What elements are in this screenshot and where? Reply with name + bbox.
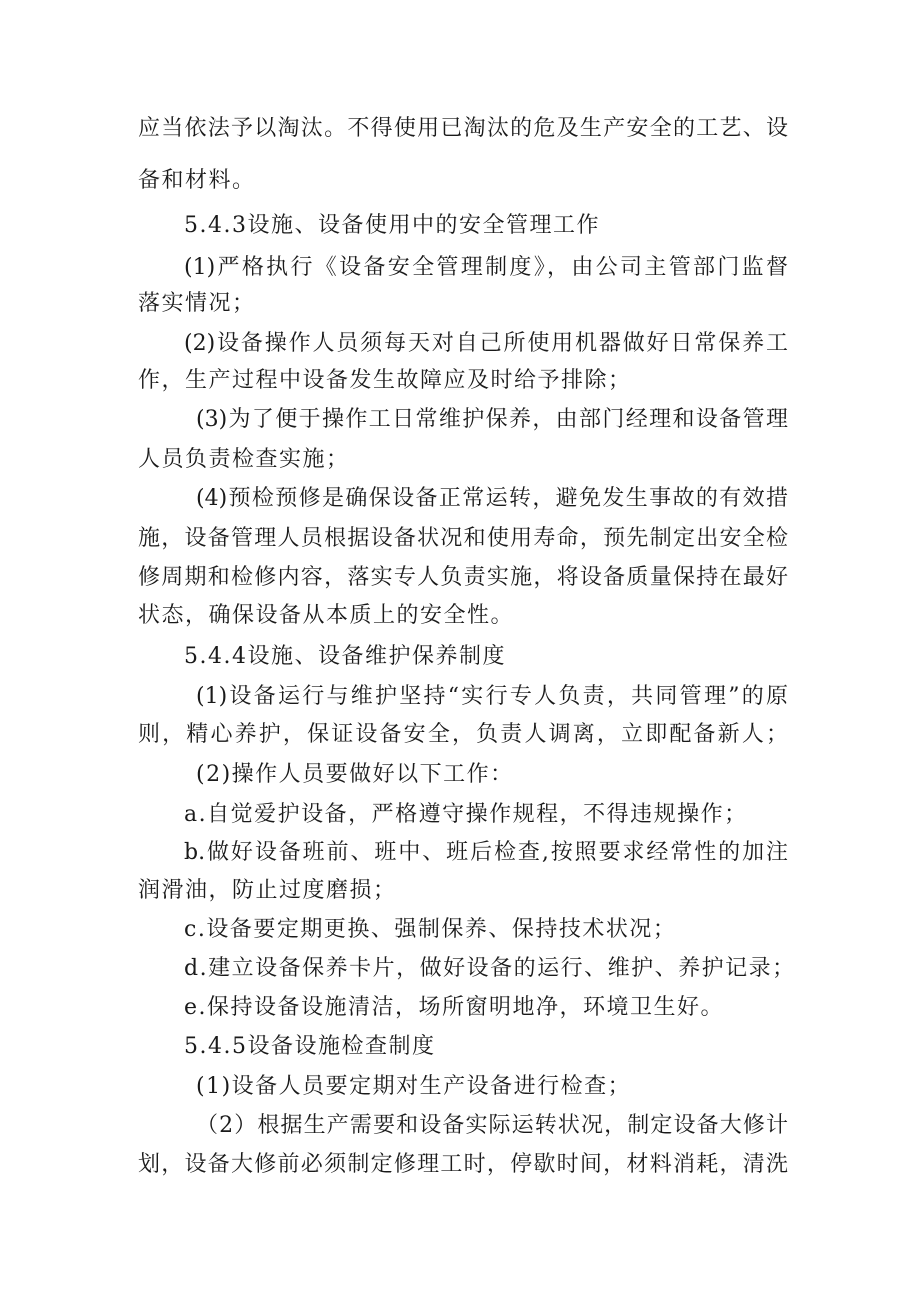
list-item: d.建立设备保养卡片，做好设备的运行、维护、养护记录； — [184, 956, 796, 981]
text-line: (2)操作人员要做好以下工作： — [196, 762, 514, 787]
text-line: 应当依法予以淘汰。不得使用已淘汰的危及生产安全的工艺、设 — [138, 116, 788, 141]
text-line: 润滑油，防止过度磨损； — [138, 878, 397, 903]
text-line: 施，设备管理人员根据设备状况和使用寿命，预先制定出安全检 — [138, 526, 788, 551]
text-line: 则，精心养护，保证设备安全，负责人调离，立即配备新人； — [138, 722, 788, 747]
text-line: (1)严格执行《设备安全管理制度》，由公司主管部门监督 — [184, 255, 788, 280]
text-line: 备和材料。 — [138, 168, 256, 193]
list-item: c.设备要定期更换、强制保养、保持技术状况； — [184, 917, 677, 942]
text-line: 修周期和检修内容，落实专人负责实施，将设备质量保持在最好 — [138, 565, 788, 590]
section-heading: 5.4.5设备设施检查制度 — [184, 1034, 436, 1059]
list-item: b.做好设备班前、班中、班后检查,按照要求经常性的加注 — [184, 840, 788, 865]
text-line: 落实情况； — [138, 291, 256, 316]
text-line: (4)预检预修是确保设备正常运转，避免发生事故的有效措 — [196, 486, 788, 511]
text-line: 划，设备大修前必须制定修理工时，停歇时间，材料消耗，清洗 — [138, 1152, 788, 1177]
text-line: (1)设备人员要定期对生产设备进行检查； — [196, 1074, 632, 1099]
text-line: （2）根据生产需要和设备实际运转状况，制定设备大修计 — [196, 1113, 788, 1138]
text-line: (1)设备运行与维护坚持“实行专人负责，共同管理”的原 — [196, 684, 788, 709]
text-line: (2)设备操作人员须每天对自己所使用机器做好日常保养工 — [184, 331, 788, 356]
text-line: 人员负责检查实施； — [138, 447, 350, 472]
text-line: 状态，确保设备从本质上的安全性。 — [138, 603, 515, 628]
text-line: 作，生产过程中设备发生故障应及时给予排除； — [138, 368, 632, 393]
text-line: (3)为了便于操作工日常维护保养，由部门经理和设备管理 — [196, 407, 788, 432]
section-heading: 5.4.4设施、设备维护保养制度 — [184, 644, 506, 669]
list-item: a.自觉爱护设备，严格遵守操作规程，不得违规操作； — [184, 802, 748, 827]
list-item: e.保持设备设施清洁，场所窗明地净，环境卫生好。 — [184, 995, 725, 1020]
section-heading: 5.4.3设施、设备使用中的安全管理工作 — [184, 213, 600, 238]
